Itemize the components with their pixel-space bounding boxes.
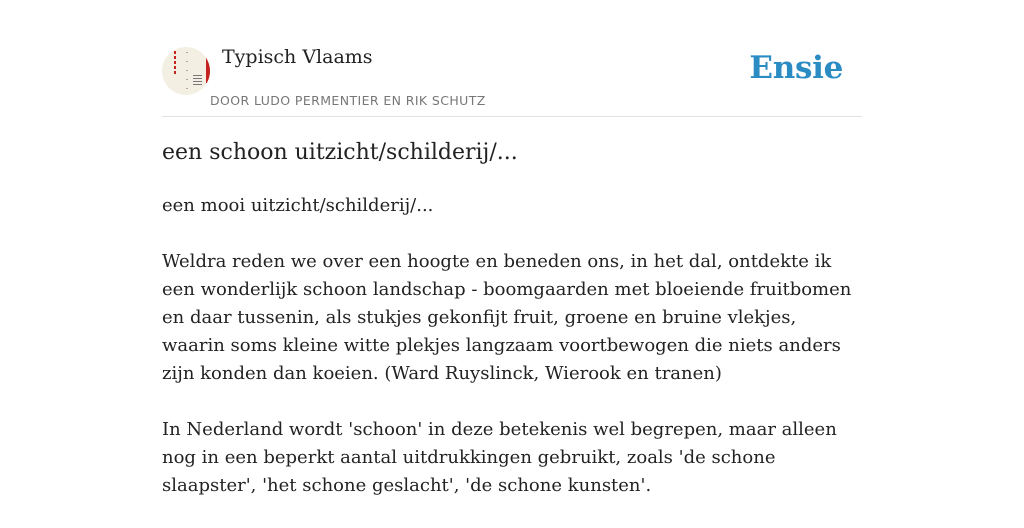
article-paragraph: Weldra reden we over een hoogte en beneden ons, in het dal, ontdekte ik een wonderlijk schoon landschap - boomgaarden met bloeiende fruitbomen en daar tussenin, als stukjes gekonfijt fruit, groene en bruine vlekjes, waarin soms kleine witte plekjes langzaam voortbewogen die niets anders zijn konden dan koeien. (Ward Ruyslinck, Wierook en tranen) bbox=[162, 251, 852, 384]
article-paragraph: In Nederland wordt 'schoon' in deze betekenis wel begrepen, maar alleen nog in een beperkt aantal uitdrukkingen gebruikt, zoals 'de schone slaapster', 'het schone geslacht', 'de schone kunsten'. bbox=[162, 419, 837, 496]
article-body bbox=[162, 192, 862, 528]
site-title[interactable]: Typisch Vlaams bbox=[222, 46, 373, 68]
book-cover-logo[interactable]: · · · · · bbox=[162, 47, 210, 95]
brand-logo[interactable]: Ensie bbox=[749, 50, 843, 86]
byline: DOOR LUDO PERMENTIER EN RIK SCHUTZ bbox=[210, 93, 486, 108]
page-container bbox=[162, 0, 862, 496]
article-title: een schoon uitzicht/schilderij/... bbox=[162, 140, 518, 165]
article-paragraph: een mooi uitzicht/schilderij/... bbox=[162, 195, 434, 216]
header bbox=[162, 0, 862, 117]
